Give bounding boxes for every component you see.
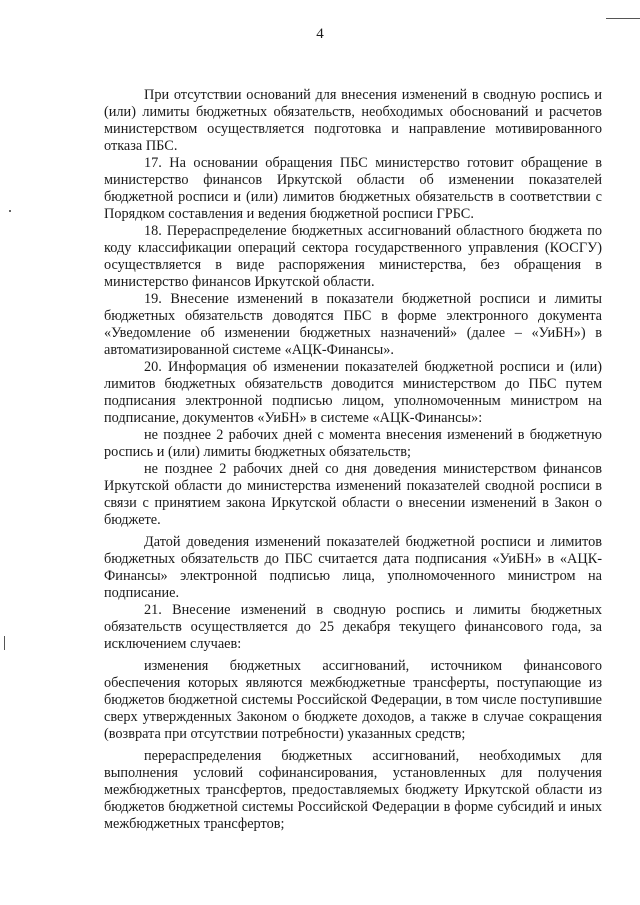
paragraph: 18. Перераспределение бюджетных ассигнований областного бюджета по коду классификации операций сектора государственного управления (КОСГУ) осуществляется в виде распоряжения министерства, без обращения в министерство финансов Иркутской области. (104, 223, 602, 290)
paragraph: изменения бюджетных ассигнований, источником финансового обеспечения которых являются межбюджетные трансферты, поступающие из бюджетов бюджетной системы Российской Федерации, в том числе поступившие сверх утвержденных Законом о бюджете доходов, а также в случае сокращения (возврата при отсутствии потребности) указанных средств; (104, 658, 602, 742)
paragraph: перераспределения бюджетных ассигнований, необходимых для выполнения условий софинансирования, установленных для получения межбюджетных трансфертов, предоставляемых бюджету Иркутской области из бюджетов бюджетной системы Российской Федерации в форме субсидий и иных межбюджетных трансфертов; (104, 748, 602, 832)
paragraph: 19. Внесение изменений в показатели бюджетной росписи и лимиты бюджетных обязательств доводятся ПБС в форме электронного документа «Уведомление об изменении бюджетных назначений» (далее – «УиБН») в автоматизированной системе «АЦК-Финансы». (104, 291, 602, 358)
scan-mark-tick (4, 636, 5, 650)
paragraph: 20. Информация об изменении показателей бюджетной росписи и (или) лимитов бюджетных обязательств доводится министерством до ПБС путем подписания электронной подписью лицом, уполномоченным министром на подписание, документов «УиБН» в системе «АЦК-Финансы»: (104, 359, 602, 426)
document-body (104, 87, 602, 833)
paragraph: При отсутствии оснований для внесения изменений в сводную роспись и (или) лимиты бюджетных обязательств, необходимых обоснований и расчетов министерством осуществляется подготовка и направление мотивированного отказа ПБС. (104, 87, 602, 154)
paragraph: 21. Внесение изменений в сводную роспись и лимиты бюджетных обязательств осуществляется до 25 декабря текущего финансового года, за исключением случаев: (104, 602, 602, 652)
paragraph: не позднее 2 рабочих дней с момента внесения изменений в бюджетную роспись и (или) лимиты бюджетных обязательств; (104, 427, 602, 460)
scan-mark-top (606, 18, 640, 19)
scan-mark-dot (9, 210, 11, 212)
paragraph: Датой доведения изменений показателей бюджетной росписи и лимитов бюджетных обязательств до ПБС считается дата подписания «УиБН» в «АЦК-Финансы» электронной подписью лица, уполномоченного министром на подписание. (104, 534, 602, 601)
paragraph: 17. На основании обращения ПБС министерство готовит обращение в министерство финансов Иркутской области об изменении показателей бюджетной росписи и (или) лимитов бюджетных обязательств в соответствии с Порядком составления и ведения бюджетной росписи ГРБС. (104, 155, 602, 222)
page-number: 4 (316, 26, 324, 42)
paragraph: не позднее 2 рабочих дней со дня доведения министерством финансов Иркутской области до министерства изменений показателей сводной росписи в связи с принятием закона Иркутской области о внесении изменений в Закон о бюджете. (104, 461, 602, 528)
